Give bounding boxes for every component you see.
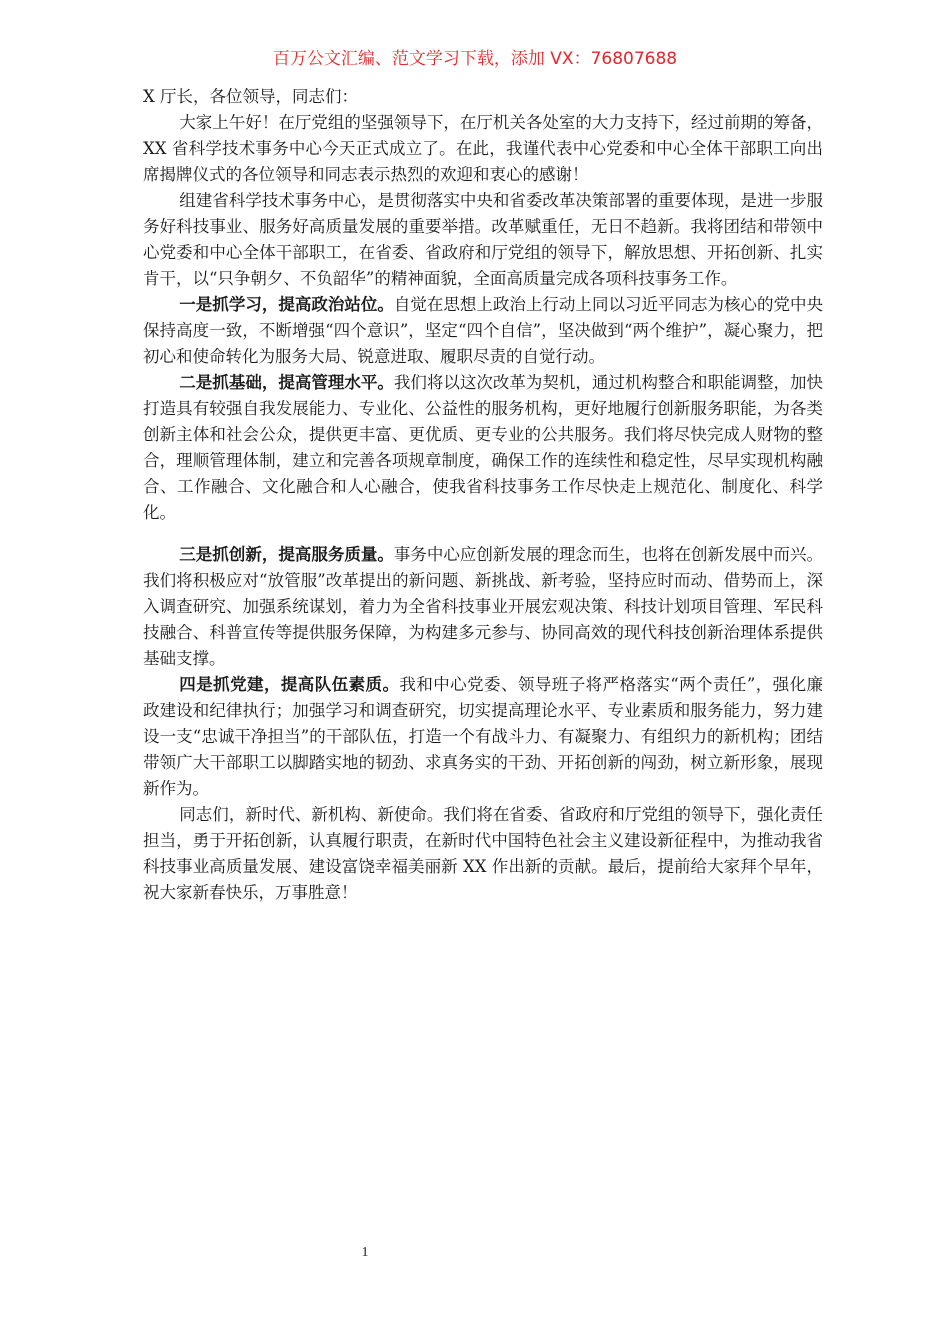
paragraph-establishment (143, 188, 823, 292)
greeting-line: X 厅长，各位领导，同志们： (143, 87, 358, 106)
document-body (143, 84, 823, 906)
paragraph-point-two (143, 370, 823, 526)
paragraph-text: 组建省科学技术事务中心，是贯彻落实中央和省委改革决策部署的重要体现，是进一步服务好科技事业、服务好高质量发展的重要举措。改革赋重任，无日不趋新。我将团结和带领中心党委和中心全体干部职工，在省委、省政府和厅党组的领导下，解放思想、开拓创新、扎实肯干，以“只争朝夕、不负韶华”的精神面貌，全面高质量完成各项科技事务工作。 (143, 191, 823, 288)
paragraph-text: 我和中心党委、领导班子将严格落实“两个责任”，强化廉政建设和纪律执行；加强学习和调查研究，切实提高理论水平、专业素质和服务能力，努力建设一支“忠诚干净担当”的干部队伍，打造一个有战斗力、有凝聚力、有组织力的新机构；团结带领广大干部职工以脚踏实地的韧劲、求真务实的干劲、开拓创新的闯劲，树立新形象，展现新作为。 (143, 675, 824, 798)
paragraph-lead: 三是抓创新，提高服务质量。 (179, 545, 394, 564)
paragraph-lead: 一是抓学习，提高政治站位。 (179, 295, 394, 314)
paragraph-text: 自觉在思想上政治上行动上同以习近平同志为核心的党中央保持高度一致，不断增强“四个意识”，坚定“四个自信”，坚决做到“两个维护”，凝心聚力，把初心和使命转化为服务大局、锐意进取、履职尽责的自觉行动。 (143, 295, 824, 366)
paragraph-text: 事务中心应创新发展的理念而生，也将在创新发展中而兴。我们将积极应对“放管服”改革提出的新问题、新挑战、新考验，坚持应时而动、借势而上，深入调查研究、加强系统谋划，着力为全省科技事业开展宏观决策、科技计划项目管理、军民科技融合、科普宣传等提供服务保障，为构建多元参与、协同高效的现代科技创新治理体系提供基础支撑。 (143, 545, 824, 668)
paragraph-text: 大家上午好！在厅党组的坚强领导下，在厅机关各处室的大力支持下，经过前期的筹备，XX 省科学技术事务中心今天正式成立了。在此，我谨代表中心党委和中心全体干部职工向出席揭牌仪式的各位领导和同志表示热烈的欢迎和衷心的感谢！ (143, 113, 823, 184)
paragraph-lead: 二是抓基础，提高管理水平。 (179, 373, 394, 392)
header-banner: 百万公文汇编、范文学习下载，添加 VX：76807688 (272, 49, 678, 69)
paragraph-lead: 四是抓党建，提高队伍素质。 (179, 675, 400, 694)
paragraph-text: 同志们，新时代、新机构、新使命。我们将在省委、省政府和厅党组的领导下，强化责任担当，勇于开拓创新，认真履行职责，在新时代中国特色社会主义建设新征程中，为推动我省科技事业高质量发展、建设富饶幸福美丽新 XX 作出新的贡献。最后，提前给大家拜个早年，祝大家新春快乐，万事胜意！ (143, 805, 823, 902)
paragraph-point-three (143, 542, 823, 672)
paragraph-welcome (143, 110, 823, 188)
paragraph-text: 我们将以这次改革为契机，通过机构整合和职能调整，加快打造具有较强自我发展能力、专业化、公益性的服务机构，更好地履行创新服务职能，为各类创新主体和社会公众，提供更丰富、更优质、更专业的公共服务。我们将尽快完成人财物的整合，理顺管理体制，建立和完善各项规章制度，确保工作的连续性和稳定性，尽早实现机构融合、工作融合、文化融合和人心融合，使我省科技事务工作尽快走上规范化、制度化、科学化。 (143, 373, 824, 522)
paragraph-closing (143, 802, 823, 906)
paragraph-point-one (143, 292, 823, 370)
paragraph-point-four (143, 672, 823, 802)
page-number: 1 (361, 1245, 369, 1260)
